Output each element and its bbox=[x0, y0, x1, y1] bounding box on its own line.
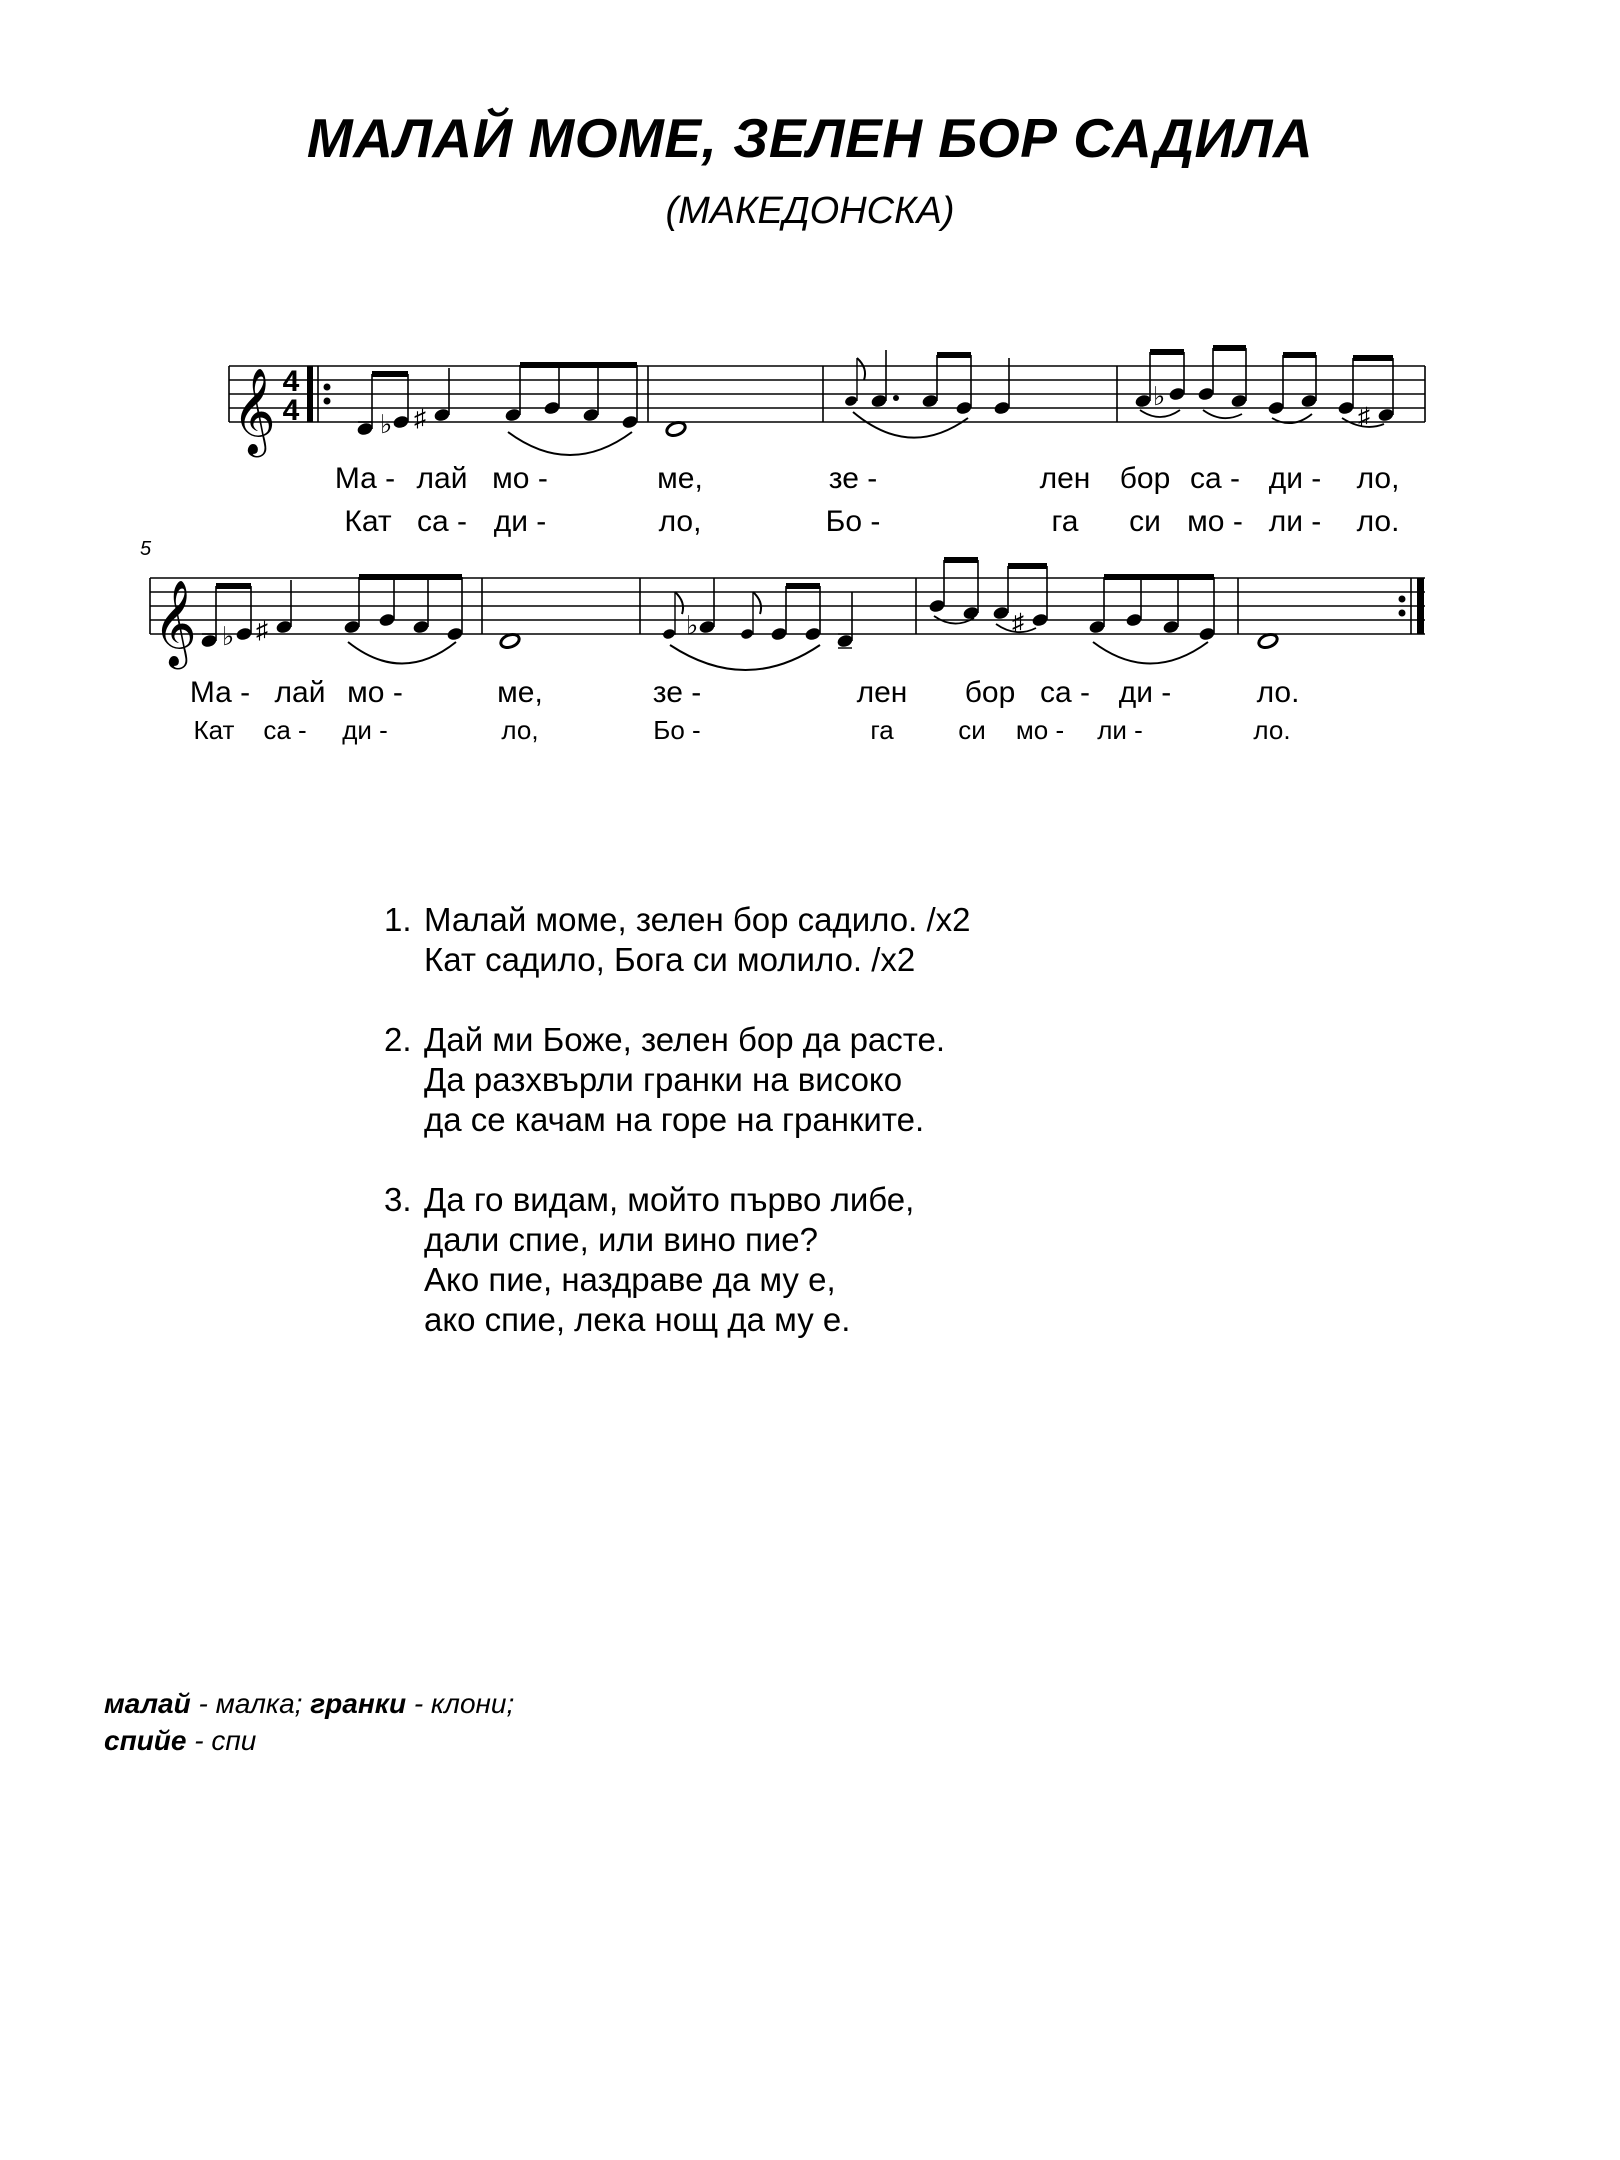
verse-number: 3. bbox=[384, 1181, 412, 1218]
lyric-syllable: мо - bbox=[1015, 715, 1065, 745]
measure-8-notes bbox=[928, 557, 1216, 664]
lyric-syllable: Кат bbox=[344, 505, 392, 538]
verse-2 bbox=[384, 1020, 1284, 1140]
treble-clef-icon: 𝄞 bbox=[232, 369, 276, 452]
song-subtitle: (МАКЕДОНСКА) bbox=[665, 190, 955, 232]
svg-text:♭: ♭ bbox=[380, 409, 393, 439]
verse-line: Да го видам, мойто първо либе, bbox=[424, 1181, 915, 1218]
verse-line: Да разхвърли гранки на високо bbox=[424, 1061, 903, 1098]
verse-line: да се качам на горе на гранките. bbox=[424, 1101, 925, 1138]
lyric-syllable: са - bbox=[1039, 676, 1091, 709]
lyric-syllable: Бо - bbox=[653, 715, 701, 745]
glossary-term: спийе bbox=[104, 1725, 187, 1756]
time-signature-top: 4 bbox=[282, 365, 300, 398]
lyric-syllable: си bbox=[1129, 505, 1161, 538]
svg-text:♭: ♭ bbox=[222, 621, 235, 651]
verse-line: Малай моме, зелен бор садило. /x2 bbox=[424, 901, 971, 938]
lyrics-system-1-verse-1 bbox=[335, 462, 1400, 495]
lyric-syllable: Ма - bbox=[189, 676, 251, 709]
verse-line: дали спие, или вино пие? bbox=[424, 1221, 818, 1258]
time-signature-bottom: 4 bbox=[282, 394, 300, 427]
lyric-syllable: ло, bbox=[1356, 462, 1400, 495]
verse-line: ако спие, лека нощ да му е. bbox=[424, 1301, 851, 1338]
measure-5-notes bbox=[200, 574, 464, 664]
svg-text:♭: ♭ bbox=[1153, 381, 1166, 411]
glossary-definition: - спи bbox=[186, 1725, 257, 1756]
verse-line: Кат садило, Бога си молило. /x2 bbox=[424, 941, 916, 978]
song-title: МАЛАЙ МОМЕ, ЗЕЛЕН БОР САДИЛА bbox=[306, 107, 1314, 169]
lyric-syllable: га bbox=[870, 715, 894, 745]
lyric-syllable: са - bbox=[416, 505, 468, 538]
lyric-syllable: мо - bbox=[1187, 505, 1243, 538]
measure-number: 5 bbox=[140, 538, 152, 560]
lyric-syllable: га bbox=[1051, 505, 1079, 538]
lyric-syllable: ло. bbox=[1256, 676, 1300, 709]
lyric-syllable: мо - bbox=[347, 676, 403, 709]
verse-number: 2. bbox=[384, 1021, 412, 1058]
treble-clef-icon: 𝄞 bbox=[153, 581, 197, 664]
lyrics-system-2-verse-2 bbox=[194, 715, 1291, 745]
glossary-line bbox=[104, 1685, 804, 1722]
lyric-syllable: си bbox=[958, 715, 986, 745]
lyric-syllable: ло, bbox=[658, 505, 702, 538]
glossary-definition: - клони; bbox=[406, 1688, 515, 1719]
lyric-syllable: бор bbox=[1119, 462, 1171, 495]
lyric-syllable: ди - bbox=[1118, 676, 1172, 709]
lyric-syllable: са - bbox=[263, 715, 307, 745]
lyric-syllable: Бо - bbox=[825, 505, 881, 538]
lyric-syllable: ме, bbox=[497, 676, 543, 709]
svg-text:♯: ♯ bbox=[414, 405, 426, 432]
verse-line: Ако пие, наздраве да му е, bbox=[424, 1261, 836, 1298]
svg-text:♯: ♯ bbox=[1012, 609, 1024, 636]
lyric-syllable: Ма - bbox=[334, 462, 396, 495]
glossary bbox=[104, 1685, 804, 1759]
svg-text:♯: ♯ bbox=[256, 617, 268, 644]
lyric-syllable: са - bbox=[1189, 462, 1241, 495]
glossary-term: гранки bbox=[310, 1688, 407, 1719]
lyric-syllable: лай bbox=[274, 676, 326, 709]
lyric-syllable: ли - bbox=[1097, 715, 1143, 745]
lyric-syllable: лен bbox=[1039, 462, 1091, 495]
lyric-syllable: Кат bbox=[193, 715, 235, 745]
lyric-syllable: ди - bbox=[1268, 462, 1322, 495]
lyric-syllable: мо - bbox=[492, 462, 548, 495]
verse-3 bbox=[384, 1180, 1284, 1340]
verse-line: Дай ми Боже, зелен бор да расте. bbox=[424, 1021, 946, 1058]
lyrics-system-2-verse-1 bbox=[190, 676, 1300, 709]
lyric-syllable: ме, bbox=[657, 462, 703, 495]
verse-number: 1. bbox=[384, 901, 412, 938]
svg-text:♭: ♭ bbox=[686, 610, 699, 640]
lyric-syllable: лен bbox=[856, 676, 908, 709]
lyric-syllable: бор bbox=[964, 676, 1016, 709]
glossary-line bbox=[104, 1722, 804, 1759]
verses bbox=[384, 900, 1284, 1380]
music-score bbox=[0, 0, 1620, 760]
svg-text:♯: ♯ bbox=[1358, 403, 1370, 430]
lyric-syllable: ло. bbox=[1253, 715, 1291, 745]
lyric-syllable: зе - bbox=[652, 676, 702, 709]
lyrics-system-1-verse-2 bbox=[344, 505, 1399, 538]
lyric-syllable: лай bbox=[416, 462, 468, 495]
lyric-syllable: ли - bbox=[1268, 505, 1322, 538]
lyric-syllable: ди - bbox=[493, 505, 547, 538]
lyric-syllable: ди - bbox=[342, 715, 388, 745]
lyric-syllable: ло, bbox=[501, 715, 539, 745]
lyric-syllable: зе - bbox=[828, 462, 878, 495]
glossary-definition: - малка; bbox=[190, 1688, 311, 1719]
verse-1 bbox=[384, 900, 1284, 980]
measure-4-notes bbox=[1134, 345, 1395, 430]
glossary-term: малай bbox=[104, 1688, 191, 1719]
lyric-syllable: ло. bbox=[1356, 505, 1400, 538]
